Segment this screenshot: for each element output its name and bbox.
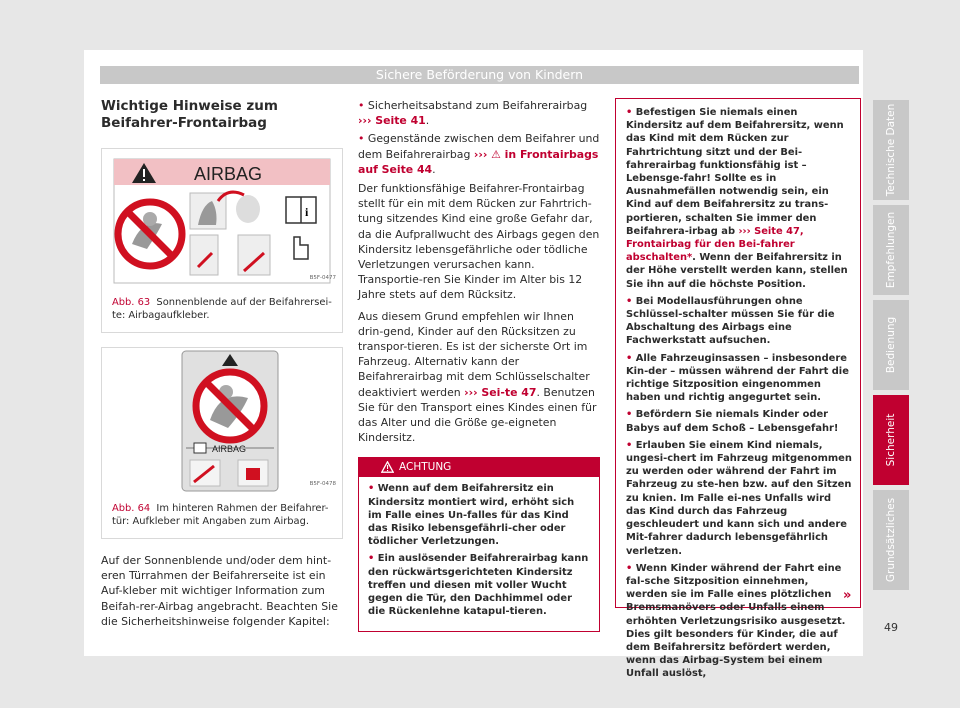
tab-grundsaetzliches[interactable] <box>873 490 909 590</box>
warning-item-text: Bei Modellausführungen ohne Schlüssel-schalter müssen Sie für die Abschaltung des Airbags eine Fachwerkstatt aufsuchen. <box>626 295 835 347</box>
tab-label: Technische Daten <box>885 103 897 197</box>
list-item-text: Sicherheitsabstand zum Beifahrerairbag <box>367 99 588 112</box>
list-item-text: Gegenstände zwischen dem Beifahrer und dem Beifahrerairbag <box>358 132 600 161</box>
bullet-dot: • <box>626 439 633 451</box>
warning-item-text: . Wenn der Beifahrersitz in der Höhe verstellt werden kann, stellen Sie ihn auf die höchste Position. <box>626 252 848 290</box>
bullet-dot: • <box>358 99 365 112</box>
warning-item <box>626 295 852 348</box>
tab-label: Bedienung <box>885 316 897 374</box>
tab-technische-daten[interactable] <box>873 100 909 200</box>
paragraph-text: . Benutzen Sie für den Transport eines Kindes einen für das Alter und die Größe ge-eigneten Kindersitz. <box>358 385 597 445</box>
tab-label: Empfehlungen <box>885 211 897 289</box>
list-item: • Gegenstände zwischen dem Beifahrer und dem Beifahrerairbag ››› ⚠ in Frontairbags auf Seite 44. <box>358 132 600 176</box>
warning-item-text: Befestigen Sie niemals einen Kindersitz auf dem Beifahrersitz, wenn das Kind mit dem Rücken zur Fahrtrichtung sitzt und der Bei-fahrerairbag funktionsfähig ist – Lebensge-fahr! Sollte es in Ausnahmefällen notwendig sein, ein Kind auf dem Beifahrersitz zu trans-portieren, schalten Sie immer den Beifahrera-irbag ab <box>626 107 844 237</box>
figure-caption-text: Sonnenblende auf der Beifahrersei-te: Airbagaufkleber. <box>112 297 332 321</box>
figure-code: B5F-0477 <box>309 274 336 281</box>
warning-item <box>626 352 852 405</box>
figure-label: Abb. 64 <box>112 503 151 514</box>
bullet-dot: • <box>626 352 633 364</box>
warning-item-text: Erlauben Sie einem Kind niemals, ungesi-chert im Fahrzeug mitgenommen zu werden oder während der Fahrt im Fahrzeug zu ste-hen bzw. auf den Sitzen zu knien. Im Falle ei-nes Unfalls wird das Kind durch das Fahrzeug geschleudert und kann sich und andere Mit-fahrer dadurch lebensgefährlich verletzen. <box>626 439 852 557</box>
tab-bedienung[interactable] <box>873 300 909 390</box>
warning-icon <box>381 461 394 480</box>
figure-caption <box>102 289 342 332</box>
paragraph: Der funktionsfähige Beifahrer-Frontairbag stellt für ein mit dem Rücken zur Fahrtrich-tung sitzendes Kind eine große Gefahr dar, da die Aufprallwucht des Airbags gegen den Kindersitz lebensgefährliche oder tödliche Verletzungen verursachen kann. Transportie-ren Sie Kinder im Alter bis 12 Jahre stets auf dem Rücksitz. <box>358 182 600 302</box>
page-link-text: in Frontairbags auf Seite 44 <box>358 147 599 176</box>
figure-caption-text: Im hinteren Rahmen der Beifahrer-tür: Aufkleber mit Angaben zum Airbag. <box>112 503 329 527</box>
sticker-word-1: AIRBAG <box>194 164 263 184</box>
continue-arrow-icon: » <box>843 588 852 603</box>
tab-empfehlungen[interactable] <box>873 205 909 295</box>
warning-item <box>626 106 852 291</box>
section-title: Wichtige Hinweise zum Beifahrer-Frontairbag <box>101 98 278 131</box>
page-link[interactable]: ››› Sei-te 47 <box>464 385 537 399</box>
column-left <box>101 98 343 635</box>
intro-paragraph: Auf der Sonnenblende und/oder dem hint-eren Türrahmen der Beifahrerseite ist ein Auf-kleber mit wichtiger Information zum Beifah-rer-Airbag angebracht. Beachten Sie die Sicherheitshinweise folgender Kapitel: <box>101 554 338 628</box>
page-number: 49 <box>884 621 898 634</box>
warning-item-text: Alle Fahrzeuginsassen – insbesondere Kin-der – müssen während der Fahrt die richtige Sitzposition eingenommen haben und richtig angegurtet sein. <box>626 352 849 404</box>
column-middle <box>358 98 600 632</box>
bullet-dot: • <box>626 107 633 118</box>
bullet-dot: • <box>358 132 365 146</box>
warning-body <box>616 99 860 681</box>
warning-body <box>359 477 599 630</box>
bullet-dot: • <box>626 409 633 421</box>
chapter-tabs <box>873 100 909 595</box>
bullet-dot: • <box>368 483 375 495</box>
page-link[interactable]: ››› Seite 41 <box>358 114 426 128</box>
warning-item <box>626 408 852 434</box>
warning-box-continued <box>615 98 861 680</box>
figure-label: Abb. 63 <box>112 297 151 308</box>
figure-64 <box>101 347 343 539</box>
paragraph <box>358 309 600 446</box>
tab-label: Grundsätzliches <box>885 497 897 583</box>
tab-sicherheit[interactable] <box>873 395 909 485</box>
warning-item-text: Ein auslösender Beifahrerairbag kann den rückwärtsgerichteten Kindersitz treffen und diesen mit voller Wucht gegen die Tür, den Dachhimmel oder die Rückenlehne katapul-tieren. <box>368 553 589 618</box>
bullet-dot: • <box>368 553 375 565</box>
warning-title: ACHTUNG <box>399 461 452 474</box>
warning-item-text: Befördern Sie niemals Kinder oder Babys auf dem Schoß – Lebensgefahr! <box>626 409 839 434</box>
warning-item <box>626 562 852 681</box>
airbag-sticker-image <box>102 149 342 289</box>
warning-icon: ⚠ <box>491 147 501 161</box>
svg-text:i: i <box>305 205 309 219</box>
section-header: Sichere Beförderung von Kindern <box>100 66 859 84</box>
warning-header <box>359 458 599 477</box>
warning-item-text: Wenn auf dem Beifahrersitz ein Kindersitz montiert wird, erhöht sich im Falle eines Un-falles für das Kind das Risiko lebensgefährli-cher oder tödlicher Verletzungen. <box>368 483 575 548</box>
figure-code: B5F-0478 <box>309 480 336 487</box>
warning-box <box>358 457 600 631</box>
paragraph-text: Aus diesem Grund empfehlen wir Ihnen drin-gend, Kinder auf den Rücksitzen zu transpor-tieren. Es ist der sicherste Ort im Fahrzeug. Alternativ kann der Beifahrerairbag mit dem Schlüsselschalter deaktiviert werden <box>358 309 590 399</box>
page-link-arrows: ››› <box>473 147 492 161</box>
bullet-dot: • <box>626 562 633 574</box>
figure-63 <box>101 148 343 333</box>
warning-item-text: Wenn Kinder während der Fahrt eine fal-sche Sitzposition einnehmen, werden sie im Falle eines plötzlichen Bremsmanövers oder Unfalls einem erhöhten Verletzungsrisiko ausgesetzt. Dies gilt besonders für Kinder, die auf dem Beifahrersitz befördert werden, wenn das Airbag-System bei einem Unfall auslöst, <box>626 562 846 680</box>
bullet-dot: • <box>626 295 633 307</box>
warning-item <box>368 482 590 548</box>
sticker-word-2: AIRBAG <box>212 444 247 454</box>
door-sticker-image <box>102 348 342 495</box>
warning-item <box>626 439 852 558</box>
warning-item <box>368 552 590 618</box>
page-link[interactable]: ››› Seite 47, Frontairbag für den Bei-fahrer abschalten* <box>626 225 804 264</box>
figure-caption <box>102 495 342 538</box>
list-item: • Sicherheitsabstand zum Beifahrerairbag ››› Seite 41. <box>358 99 588 128</box>
tab-label: Sicherheit <box>885 413 897 467</box>
